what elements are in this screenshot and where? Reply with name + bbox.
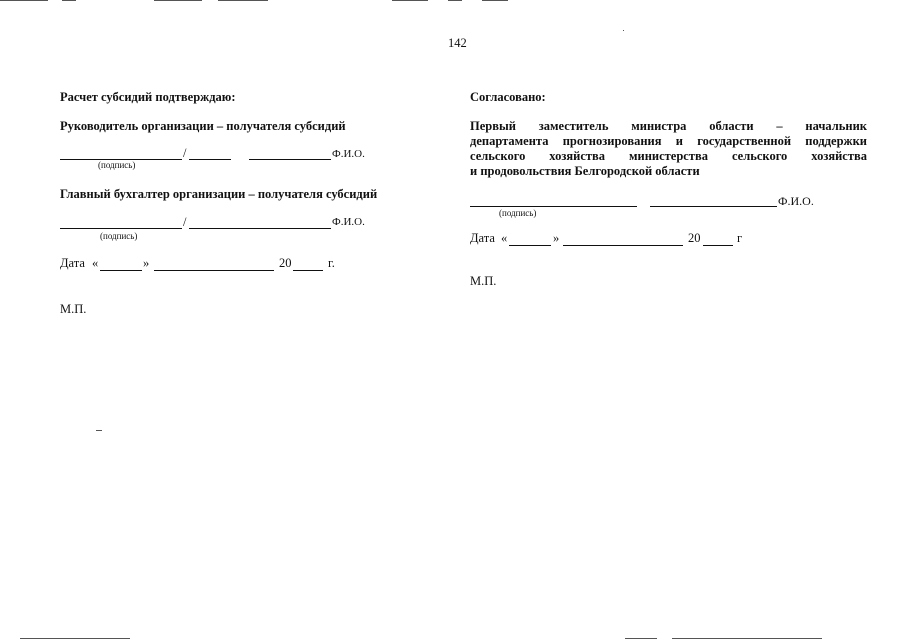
left-date-close-quote: » (143, 256, 150, 270)
scan-artifact-top (482, 0, 508, 1)
confirm-title: Расчет субсидий подтверждаю: (60, 90, 236, 104)
right-date-open-quote: « (501, 231, 508, 245)
right-date-year-prefix: 20 (688, 231, 701, 245)
head-name-line (249, 159, 331, 160)
scan-speck (96, 430, 102, 431)
head-initials-line (189, 159, 231, 160)
right-date-label: Дата (470, 231, 495, 245)
head-slash: / (183, 146, 187, 160)
page-number: 142 (448, 36, 467, 50)
accountant-slash: / (183, 215, 187, 229)
scan-artifact-bottom (672, 638, 822, 639)
scan-artifact-top (0, 0, 48, 1)
approver-position-line: Первый заместитель министра области – начальник (470, 119, 867, 133)
left-date-label: Дата (60, 256, 85, 270)
approver-name-line (650, 206, 777, 207)
right-date-suffix: г (737, 231, 743, 245)
approver-position-line: сельского хозяйства министерства сельского хозяйства (470, 149, 867, 163)
head-signature-caption: (подпись) (98, 160, 136, 170)
right-date-year-line (703, 245, 733, 246)
scan-artifact-bottom (625, 638, 657, 639)
approver-signature-line (470, 206, 637, 207)
approver-position-line: и продовольствия Белгородской области (470, 164, 700, 178)
scan-artifact-top (154, 0, 202, 1)
approver-position (470, 119, 867, 179)
left-date-month-line (154, 270, 274, 271)
approver-signature-caption: (подпись) (499, 208, 537, 218)
right-stamp-label: М.П. (470, 274, 497, 288)
accountant-name-line (189, 228, 331, 229)
agreed-title: Согласовано: (470, 90, 546, 104)
scan-artifact-top (448, 0, 462, 1)
accountant-fio-label: Ф.И.О. (332, 216, 365, 228)
scan-artifact-bottom (20, 638, 130, 639)
head-fio-label: Ф.И.О. (332, 148, 365, 160)
left-stamp-label: М.П. (60, 302, 87, 316)
approver-position-line: департамента прогнозирования и государственной поддержки (470, 134, 867, 148)
accountant-title: Главный бухгалтер организации – получателя субсидий (60, 187, 378, 201)
left-date-year-prefix: 20 (279, 256, 292, 270)
scan-artifact-top (392, 0, 428, 1)
left-date-suffix: г. (328, 256, 335, 270)
left-date-open-quote: « (92, 256, 99, 270)
approver-fio-label: Ф.И.О. (778, 194, 814, 208)
scan-artifact-top (218, 0, 268, 1)
scan-speck (623, 30, 624, 31)
right-date-month-line (563, 245, 683, 246)
accountant-signature-caption: (подпись) (100, 231, 138, 241)
right-date-day-line (509, 245, 551, 246)
right-date-close-quote: » (553, 231, 560, 245)
scan-artifact-top (62, 0, 76, 1)
accountant-signature-line (60, 228, 182, 229)
left-date-year-line (293, 270, 323, 271)
left-date-day-line (100, 270, 142, 271)
head-title: Руководитель организации – получателя субсидий (60, 119, 346, 133)
